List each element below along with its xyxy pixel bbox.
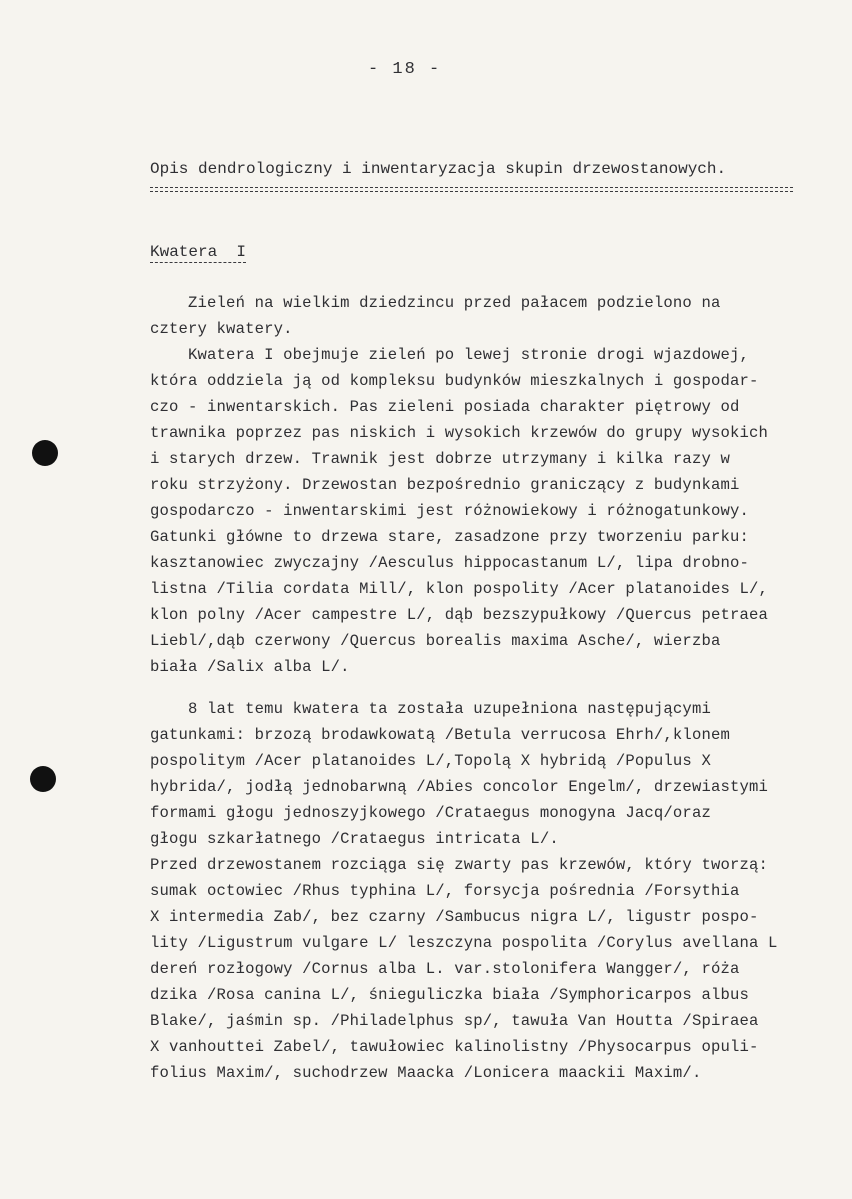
- text-line: 8 lat temu kwatera ta została uzupełniona następującymi: [150, 700, 711, 718]
- text-line: dereń rozłogowy /Cornus alba L. var.stolonifera Wangger/, róża: [150, 960, 740, 978]
- text-line: lity /Ligustrum vulgare L/ leszczyna pospolita /Corylus avellana L: [150, 934, 778, 952]
- text-line: sumak octowiec /Rhus typhina L/, forsycja pośrednia /Forsythia: [150, 882, 740, 900]
- text-line: która oddziela ją od kompleksu budynków mieszkalnych i gospodar-: [150, 372, 759, 390]
- text-line: gatunkami: brzozą brodawkowatą /Betula verrucosa Ehrh/,klonem: [150, 726, 730, 744]
- text-line: klon polny /Acer campestre L/, dąb bezszypułkowy /Quercus petraea: [150, 606, 769, 624]
- binder-hole-bottom: [30, 766, 56, 792]
- text-line: listna /Tilia cordata Mill/, klon pospolity /Acer platanoides L/,: [150, 580, 769, 598]
- paragraph: [150, 696, 840, 1086]
- text-line: pospolitym /Acer platanoides L/,Topolą X hybridą /Populus X: [150, 752, 711, 770]
- text-line: roku strzyżony. Drzewostan bezpośrednio graniczący z budynkami: [150, 476, 740, 494]
- text-line: dzika /Rosa canina L/, śnieguliczka biała /Symphoricarpos albus: [150, 986, 749, 1004]
- text-line: i starych drzew. Trawnik jest dobrze utrzymany i kilka razy w: [150, 450, 730, 468]
- text-line: X intermedia Zab/, bez czarny /Sambucus nigra L/, ligustr pospo-: [150, 908, 759, 926]
- text-line: Kwatera I obejmuje zieleń po lewej stronie drogi wjazdowej,: [150, 346, 749, 364]
- paragraph: [150, 290, 840, 342]
- text-line: kasztanowiec zwyczajny /Aesculus hippocastanum L/, lipa drobno-: [150, 554, 749, 572]
- text-line: folius Maxim/, suchodrzew Maacka /Lonicera maackii Maxim/.: [150, 1064, 702, 1082]
- text-line: Blake/, jaśmin sp. /Philadelphus sp/, tawuła Van Houtta /Spiraea: [150, 1012, 759, 1030]
- text-line: gospodarczo - inwentarskimi jest różnowiekowy i różnogatunkowy.: [150, 502, 749, 520]
- text-line: czo - inwentarskich. Pas zieleni posiada charakter piętrowy od: [150, 398, 740, 416]
- section-heading: Kwatera I: [150, 243, 247, 261]
- text-line: Gatunki główne to drzewa stare, zasadzone przy tworzeniu parku:: [150, 528, 749, 546]
- text-line: głogu szkarłatnego /Crataegus intricata L/.: [150, 830, 559, 848]
- text-line: Zieleń na wielkim dziedzincu przed pałacem podzielono na: [150, 294, 721, 312]
- paragraph: [150, 342, 840, 680]
- text-line: formami głogu jednoszyjkowego /Crataegus monogyna Jacq/oraz: [150, 804, 711, 822]
- paragraph-gap: [150, 680, 840, 696]
- text-line: biała /Salix alba L/.: [150, 658, 350, 676]
- text-line: X vanhouttei Zabel/, tawułowiec kalinolistny /Physocarpus opuli-: [150, 1038, 759, 1056]
- text-line: trawnika poprzez pas niskich i wysokich krzewów do grupy wysokich: [150, 424, 769, 442]
- text-line: hybrida/, jodłą jednobarwną /Abies concolor Engelm/, drzewiastymi: [150, 778, 769, 796]
- body-text: [150, 290, 840, 1086]
- document-title: Opis dendrologiczny i inwentaryzacja skupin drzewostanowych.: [150, 160, 727, 178]
- text-line: Przed drzewostanem rozciąga się zwarty pas krzewów, który tworzą:: [150, 856, 769, 874]
- title-double-underline: [150, 187, 793, 192]
- text-line: cztery kwatery.: [150, 320, 293, 338]
- page-number: - 18 -: [368, 60, 442, 79]
- text-line: Liebl/,dąb czerwony /Quercus borealis maxima Asche/, wierzba: [150, 632, 721, 650]
- binder-hole-top: [32, 440, 58, 466]
